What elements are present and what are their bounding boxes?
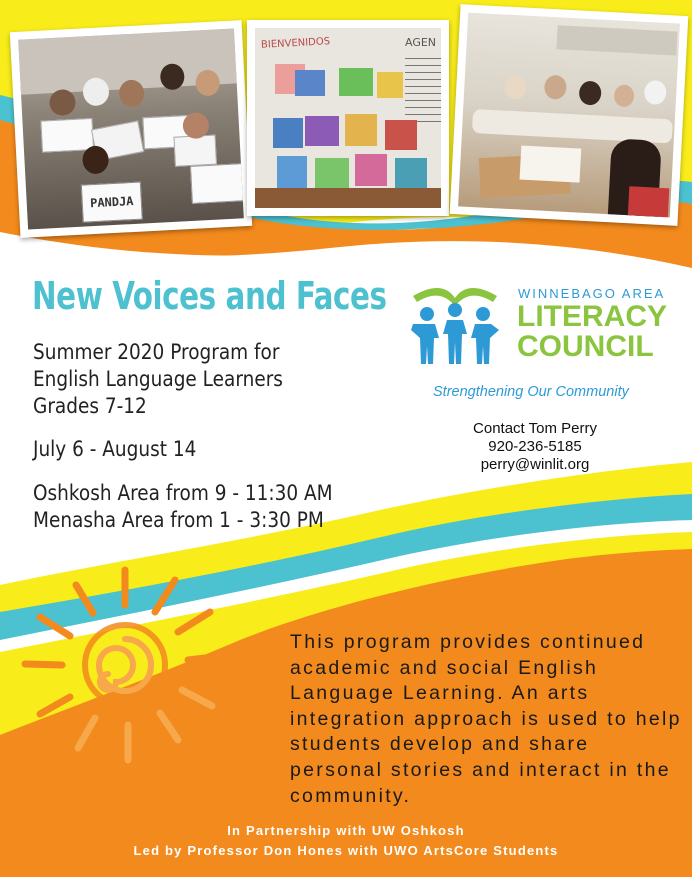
logo-word-council: COUNCIL xyxy=(517,330,654,363)
contact-phone: 920-236-5185 xyxy=(488,438,582,455)
program-description: This program provides continued academic and social English Language Learning. An arts integration approach is used to help students develop and share personal stories and interact in the community. xyxy=(290,631,682,807)
headline: New Voices and Faces xyxy=(32,274,387,318)
contact-name: Contact Tom Perry xyxy=(473,420,597,437)
board-heading: BIENVENIDOS xyxy=(260,36,331,51)
session-menasha: Menasha Area from 1 - 3:30 PM xyxy=(33,508,324,532)
photo-classroom xyxy=(450,4,689,226)
session-oshkosh: Oshkosh Area from 9 - 11:30 AM xyxy=(33,481,333,505)
contact-email: perry@winlit.org xyxy=(480,456,590,473)
program-grades: Grades 7-12 xyxy=(33,394,147,418)
sign-text: PANDJA xyxy=(81,182,143,223)
literacy-council-logo xyxy=(405,272,675,407)
board-heading-2: AGEN xyxy=(405,36,437,49)
footer-led-by: Led by Professor Don Hones with UWO ArtsCore Students xyxy=(133,843,559,858)
logo-tagline: Strengthening Our Community xyxy=(433,384,629,400)
footer-partnership: In Partnership with UW Oshkosh xyxy=(227,823,465,838)
program-line-1: Summer 2020 Program for xyxy=(33,340,280,364)
logo-word-literacy: LITERACY xyxy=(517,300,667,333)
logo-figures-icon xyxy=(405,280,505,370)
photo-students-group xyxy=(10,20,252,238)
program-line-2: English Language Learners xyxy=(33,367,283,391)
program-dates: July 6 - August 14 xyxy=(33,437,197,461)
logo-top-text: WINNEBAGO AREA xyxy=(518,286,666,301)
photo-art-board xyxy=(247,20,449,216)
